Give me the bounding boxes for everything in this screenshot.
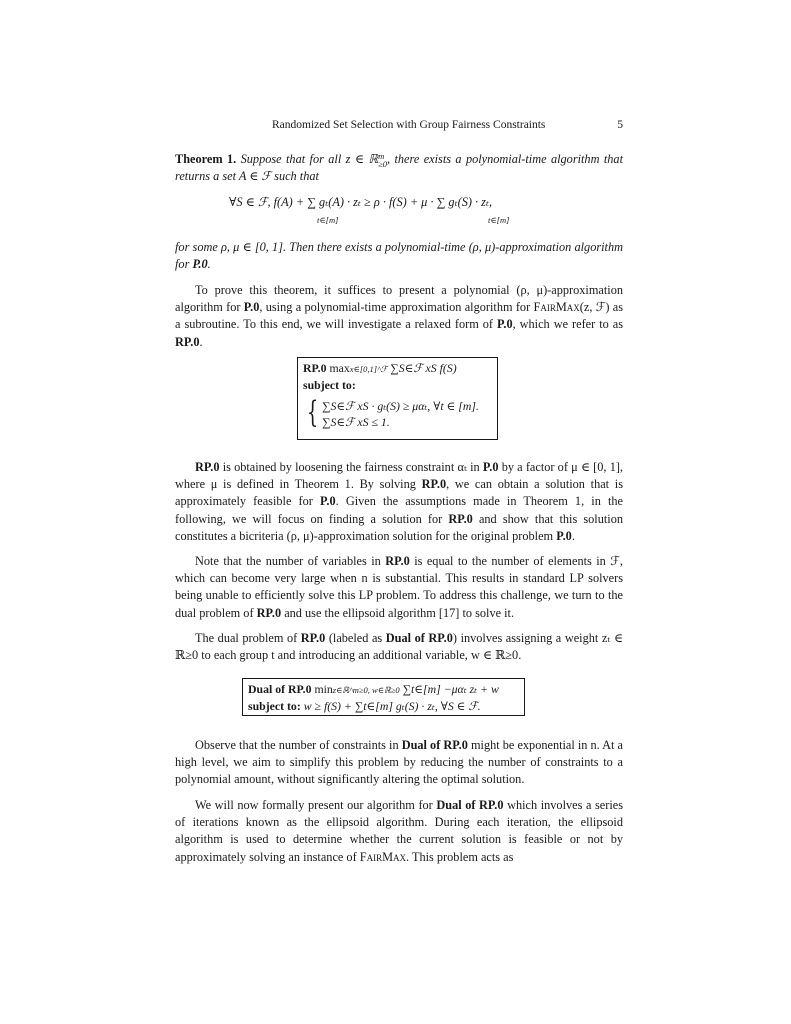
dual-problem-box: Dual of RP.0 minz∈ℝ^m≥0, w∈ℝ≥0 ∑t∈[m] −μαₜ zₜ + w subject to: w ≥ f(S) + ∑t∈[m] gₜ(S) · zₜ, ∀S ∈ ℱ. [242, 678, 525, 716]
left-brace: { [306, 395, 319, 430]
theorem-1 [175, 151, 623, 185]
theorem-conclusion: for some ρ, μ ∈ [0, 1]. Then there exists a polynomial-time (ρ, μ)-approximation algorithm for P.0. [175, 240, 623, 272]
theorem-statement-b: , there exists a polynomial-time algorithm that returns a set A ∈ ℱ such that [175, 152, 623, 184]
dual-name: Dual of RP.0 [248, 682, 312, 696]
running-title: Randomized Set Selection with Group Fairness Constraints [272, 119, 546, 131]
dual-subject-to: subject to: [248, 699, 301, 713]
rp0-constraint-1: ∑S∈ℱ xS · gₜ(S) ≥ μαₜ, ∀t ∈ [m]. [322, 399, 479, 413]
domain-sub: ≥0 [378, 159, 388, 170]
rp0-subject-to: subject to: [303, 378, 356, 392]
rp0-problem-box: RP.0 maxx∈[0,1]^ℱ ∑S∈ℱ xS f(S) subject to: { ∑S∈ℱ xS · gₜ(S) ≥ μαₜ, ∀t ∈ [m]. ∑S∈ℱ xS ≤ 1. [297, 357, 498, 440]
fairmax-term: FairMax [359, 849, 407, 864]
paragraph-3: Note that the number of variables in RP.0 is equal to the number of elements in ℱ, which can become very large when n is substantial. This results in standard LP solvers being unable to efficiently solve this LP problem. To address this challenge, we turn to the dual problem of RP.0 and use the ellipsoid algorithm [17] to solve it. [175, 554, 623, 620]
theorem-equation [175, 187, 623, 231]
sum-index-1: t∈[m] [317, 215, 339, 225]
rp0-name: RP.0 [303, 361, 327, 375]
paragraph-6: We will now formally present our algorithm for Dual of RP.0 which involves a series of iterations known as the ellipsoid algorithm. During each iteration, the ellipsoid algorithm is used to determine whether the current solution is feasible or not by approximately solving an instance of FairMax. This problem acts as [175, 798, 623, 864]
paragraph-5: Observe that the number of constraints in Dual of RP.0 might be exponential in n. At a high level, we aim to simplify this problem by reducing the number of constraints to a polynomial amount, without significantly altering the optimal solution. [175, 738, 624, 787]
conclusion-text: for some ρ, μ ∈ [0, 1]. Then there exists a polynomial-time (ρ, μ)-approximation algorithm for [175, 240, 623, 272]
theorem-label: Theorem 1. [175, 152, 237, 166]
sum-index-2: t∈[m] [488, 215, 510, 225]
paragraph-1: To prove this theorem, it suffices to present a polynomial (ρ, μ)-approximation algorithm for P.0, using a polynomial-time approximation algorithm for FairMax(z, ℱ) as a subroutine. To this end, we will investigate a relaxed form of P.0, which we refer to as RP.0. [175, 283, 624, 349]
conclusion-target: P.0 [192, 257, 208, 272]
paragraph-4: The dual problem of RP.0 (labeled as Dual of RP.0) involves assigning a weight zₜ ∈ ℝ≥0 to each group t and introducing an additional variable, w ∈ ℝ≥0. [175, 631, 624, 663]
domain-sup: m [378, 151, 385, 162]
page-number: 5 [617, 119, 623, 131]
fairmax-term: FairMax [533, 300, 580, 315]
equation-main: ∀S ∈ ℱ, f(A) + ∑ gₜ(A) · zₜ ≥ ρ · f(S) + μ · ∑ gₜ(S) · zₜ, [229, 195, 493, 209]
rp0-constraint-2: ∑S∈ℱ xS ≤ 1. [322, 415, 390, 429]
dual-constraint: w ≥ f(S) + ∑t∈[m] gₜ(S) · zₜ, ∀S ∈ ℱ. [303, 699, 481, 713]
theorem-statement-a: Suppose that for all z ∈ ℝ [240, 152, 379, 166]
paragraph-2: RP.0 is obtained by loosening the fairness constraint αₜ in P.0 by a factor of μ ∈ [0, 1], where μ is defined in Theorem 1. By solving RP.0, we can obtain a solution that is approximately feasible for P.0. Given the assumptions made in Theorem 1, in the following, we will focus on finding a solution for RP.0 and show that this solution constitutes a bicriteria (ρ, μ)-approximation solution for the original problem P.0. [175, 460, 624, 543]
